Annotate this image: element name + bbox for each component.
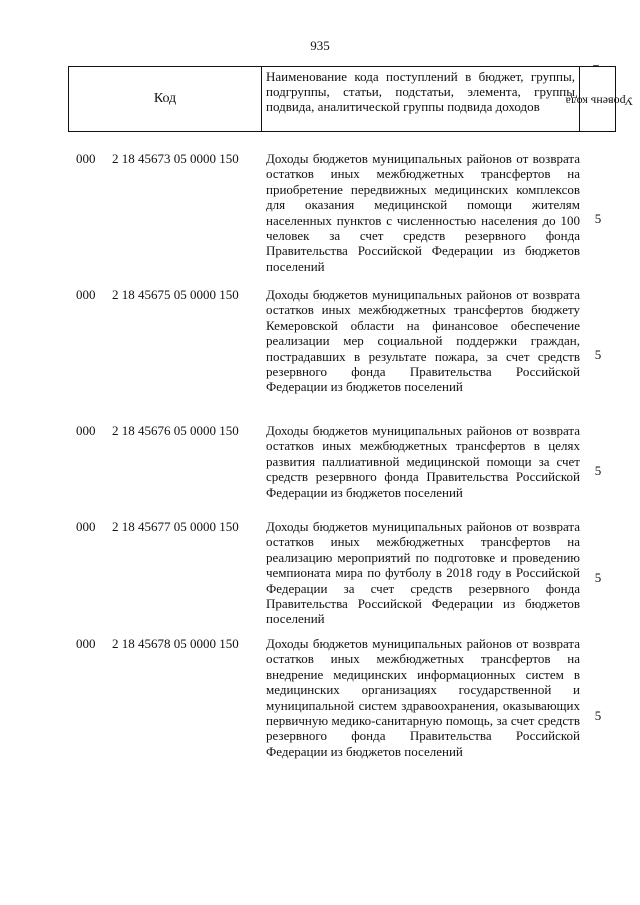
header-name-column: Наименование кода поступлений в бюджет, группы, подгруппы, статьи, подстатьи, элемента, группы подвида, аналитической группы подвида доходов [262,67,580,131]
row-prefix: 000 [76,636,96,651]
table-row [76,519,616,636]
header-level-text: Уровень кода [565,94,633,108]
row-name: Доходы бюджетов муниципальных районов от возврата остатков иных межбюджетных трансфертов на приобретение передвижных медицинских комплексов для оказания медицинской помощи жителям населенных пунктов с численностью населения до 100 человек за счет средств резервного фонда Правительства Российской Федерации из бюджетов поселений [266,151,580,274]
row-prefix: 000 [76,423,96,438]
row-level: 5 [594,211,602,227]
header-level-column [565,63,633,131]
row-prefix: 000 [76,287,96,302]
row-code: 2 18 45673 05 0000 150 [112,151,239,166]
table-row [76,636,616,796]
row-prefix: 000 [76,519,96,534]
header-level-label [565,63,633,135]
row-code: 2 18 45676 05 0000 150 [112,423,239,438]
row-level: 5 [594,708,602,724]
page-number: 935 [310,38,330,53]
row-level: 5 [594,569,602,585]
header-level-footnote: 1 [591,63,601,68]
row-level: 5 [594,347,602,363]
table-row [76,287,616,423]
row-code: 2 18 45675 05 0000 150 [112,287,239,302]
row-code: 2 18 45677 05 0000 150 [112,519,239,534]
table-row [76,423,616,519]
row-level: 5 [594,463,602,479]
row-prefix: 000 [76,151,96,166]
row-code: 2 18 45678 05 0000 150 [112,636,239,651]
table-row [76,151,616,287]
row-name: Доходы бюджетов муниципальных районов от возврата остатков иных межбюджетных трансфертов бюджету Кемеровской области на финансовое обеспечение реализации мер социальной поддержки граждан, пострадавших в результате пожара, за счет средств резервного фонда Правительства Российской Федерации из бюджетов поселений [266,287,580,395]
table-header [68,63,633,132]
row-name: Доходы бюджетов муниципальных районов от возврата остатков иных межбюджетных трансфертов в целях развития паллиативной медицинской помощи за счет средств резервного фонда Правительства Российской Федерации из бюджетов поселений [266,423,580,500]
header-code-column: Код [69,67,262,131]
row-name: Доходы бюджетов муниципальных районов от возврата остатков иных межбюджетных трансфертов на реализацию мероприятий по подготовке и проведению чемпионата мира по футболу в 2018 году в Российской Федерации за счет средств резервного фонда Правительства Российской Федерации из бюджетов поселений [266,519,580,627]
table-body [76,151,616,796]
row-name: Доходы бюджетов муниципальных районов от возврата остатков иных межбюджетных трансфертов на внедрение медицинских информационных систем в медицинских организациях государственной и муниципальной систем здравоохранения, оказывающих первичную медико-санитарную помощь, за счет средств резервного фонда Правительства Российской Федерации из бюджетов поселений [266,636,580,759]
